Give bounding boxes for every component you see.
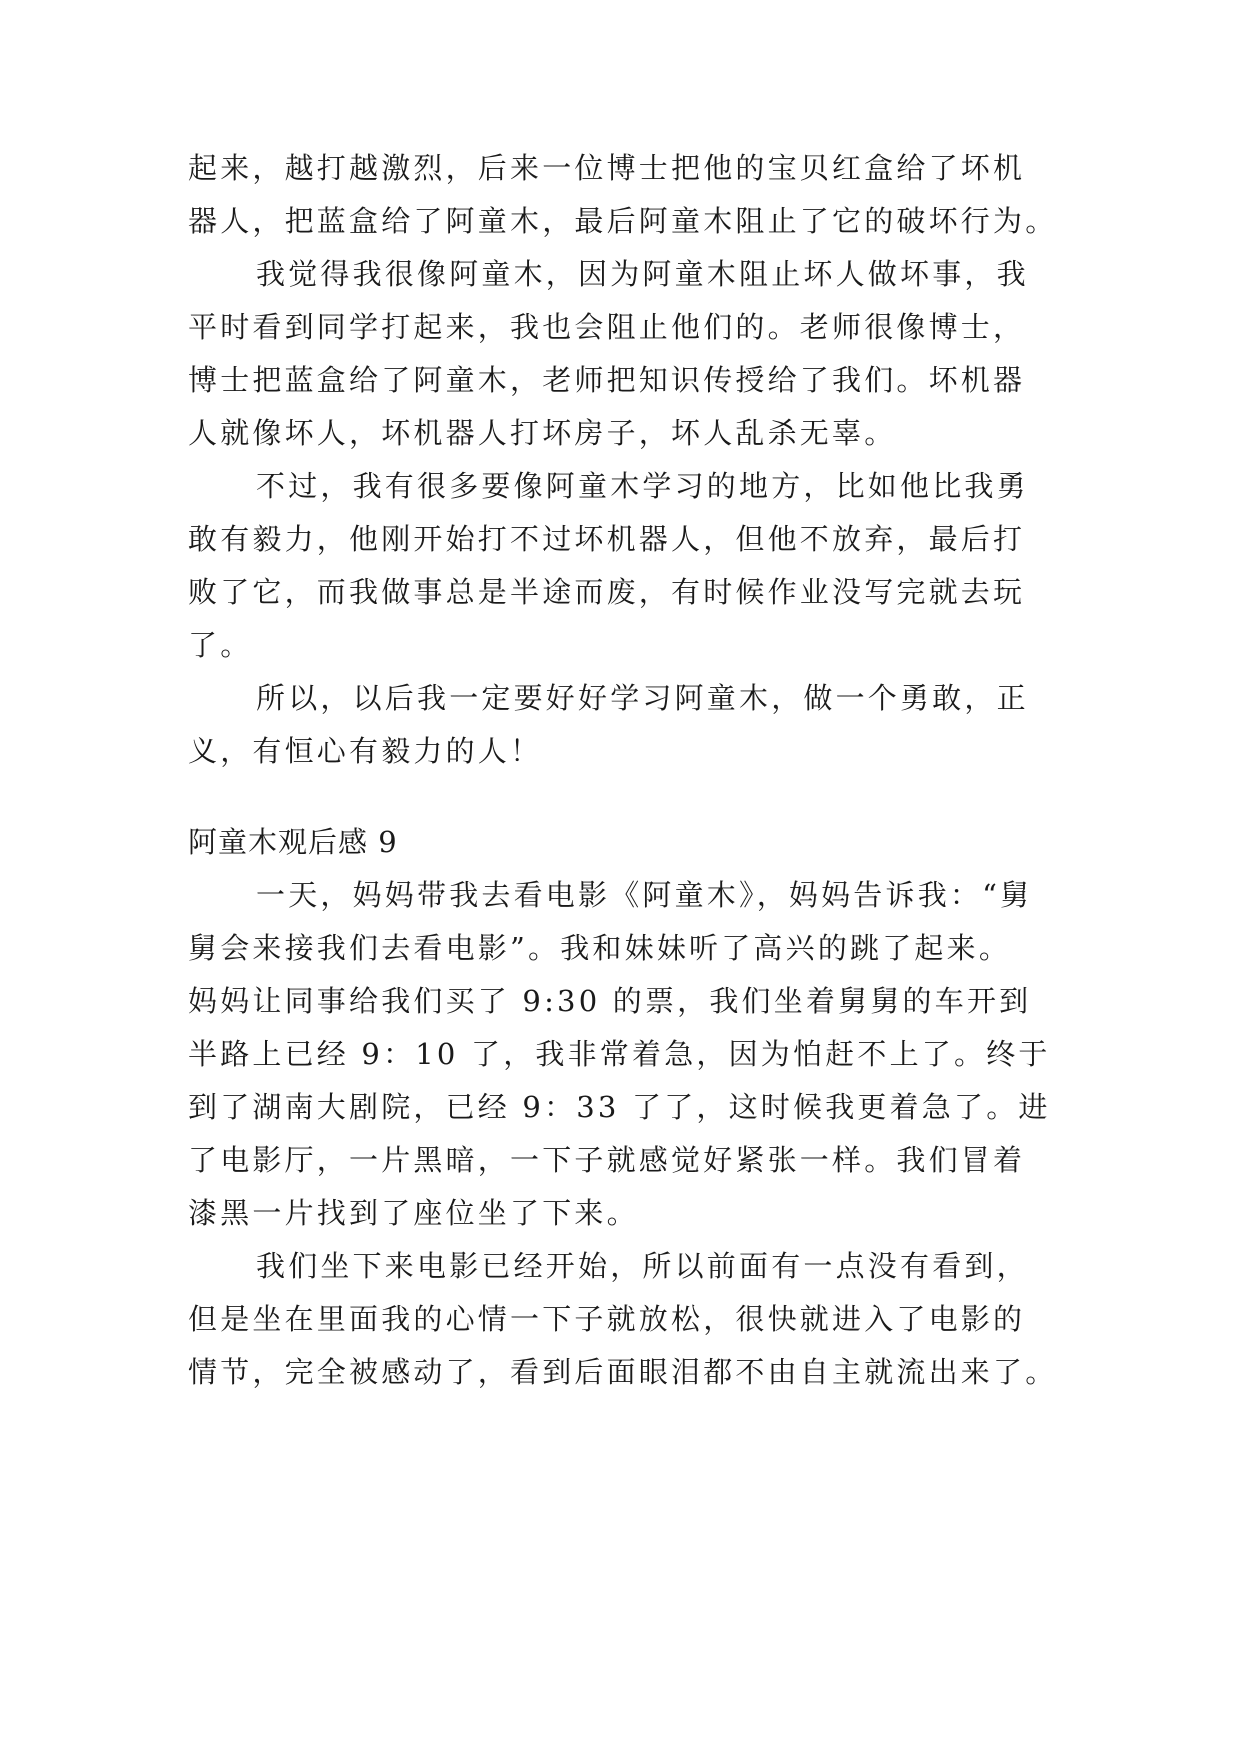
text-line: 起来，越打越激烈，后来一位博士把他的宝贝红盒给了坏机: [188, 151, 1026, 185]
text-line: 到了湖南大剧院，已经 9：33 了了，这时候我更着急了。进: [188, 1090, 1051, 1124]
paragraph-start: 我们坐下来电影已经开始，所以前面有一点没有看到，: [256, 1249, 1029, 1283]
paragraph-start: 一天，妈妈带我去看电影《阿童木》，妈妈告诉我：“舅: [256, 878, 1033, 912]
paragraph-start: 不过，我有很多要像阿童木学习的地方，比如他比我勇: [256, 469, 1029, 503]
text-line: 败了它，而我做事总是半途而废，有时候作业没写完就去玩: [188, 575, 1026, 609]
text-line: 妈妈让同事给我们买了 9:30 的票，我们坐着舅舅的车开到: [188, 984, 1032, 1018]
text-line: 义，有恒心有毅力的人！: [188, 734, 543, 768]
section-heading: 阿童木观后感 9: [188, 825, 398, 859]
text-line: 半路上已经 9：10 了，我非常着急，因为怕赶不上了。终于: [188, 1037, 1051, 1071]
text-line: 博士把蓝盒给了阿童木，老师把知识传授给了我们。坏机器: [188, 363, 1026, 397]
text-line: 人就像坏人，坏机器人打坏房子，坏人乱杀无辜。: [188, 416, 897, 450]
text-line: 情节，完全被感动了，看到后面眼泪都不由自主就流出来了。: [188, 1355, 1058, 1389]
text-line: 了电影厅，一片黑暗，一下子就感觉好紧张一样。我们冒着: [188, 1143, 1026, 1177]
paragraph-start: 所以，以后我一定要好好学习阿童木，做一个勇敢，正: [256, 681, 1029, 715]
text-line: 敢有毅力，他刚开始打不过坏机器人，但他不放弃，最后打: [188, 522, 1026, 556]
text-line: 但是坐在里面我的心情一下子就放松，很快就进入了电影的: [188, 1302, 1026, 1336]
text-line: 了。: [188, 628, 253, 662]
text-line: 平时看到同学打起来，我也会阻止他们的。老师很像博士，: [188, 310, 1026, 344]
text-line: 器人，把蓝盒给了阿童木，最后阿童木阻止了它的破坏行为。: [188, 204, 1058, 238]
text-line: 漆黑一片找到了座位坐了下来。: [188, 1196, 639, 1230]
paragraph-start: 我觉得我很像阿童木，因为阿童木阻止坏人做坏事，我: [256, 257, 1029, 291]
text-line: 舅会来接我们去看电影”。我和妹妹听了高兴的跳了起来。: [188, 931, 1012, 965]
